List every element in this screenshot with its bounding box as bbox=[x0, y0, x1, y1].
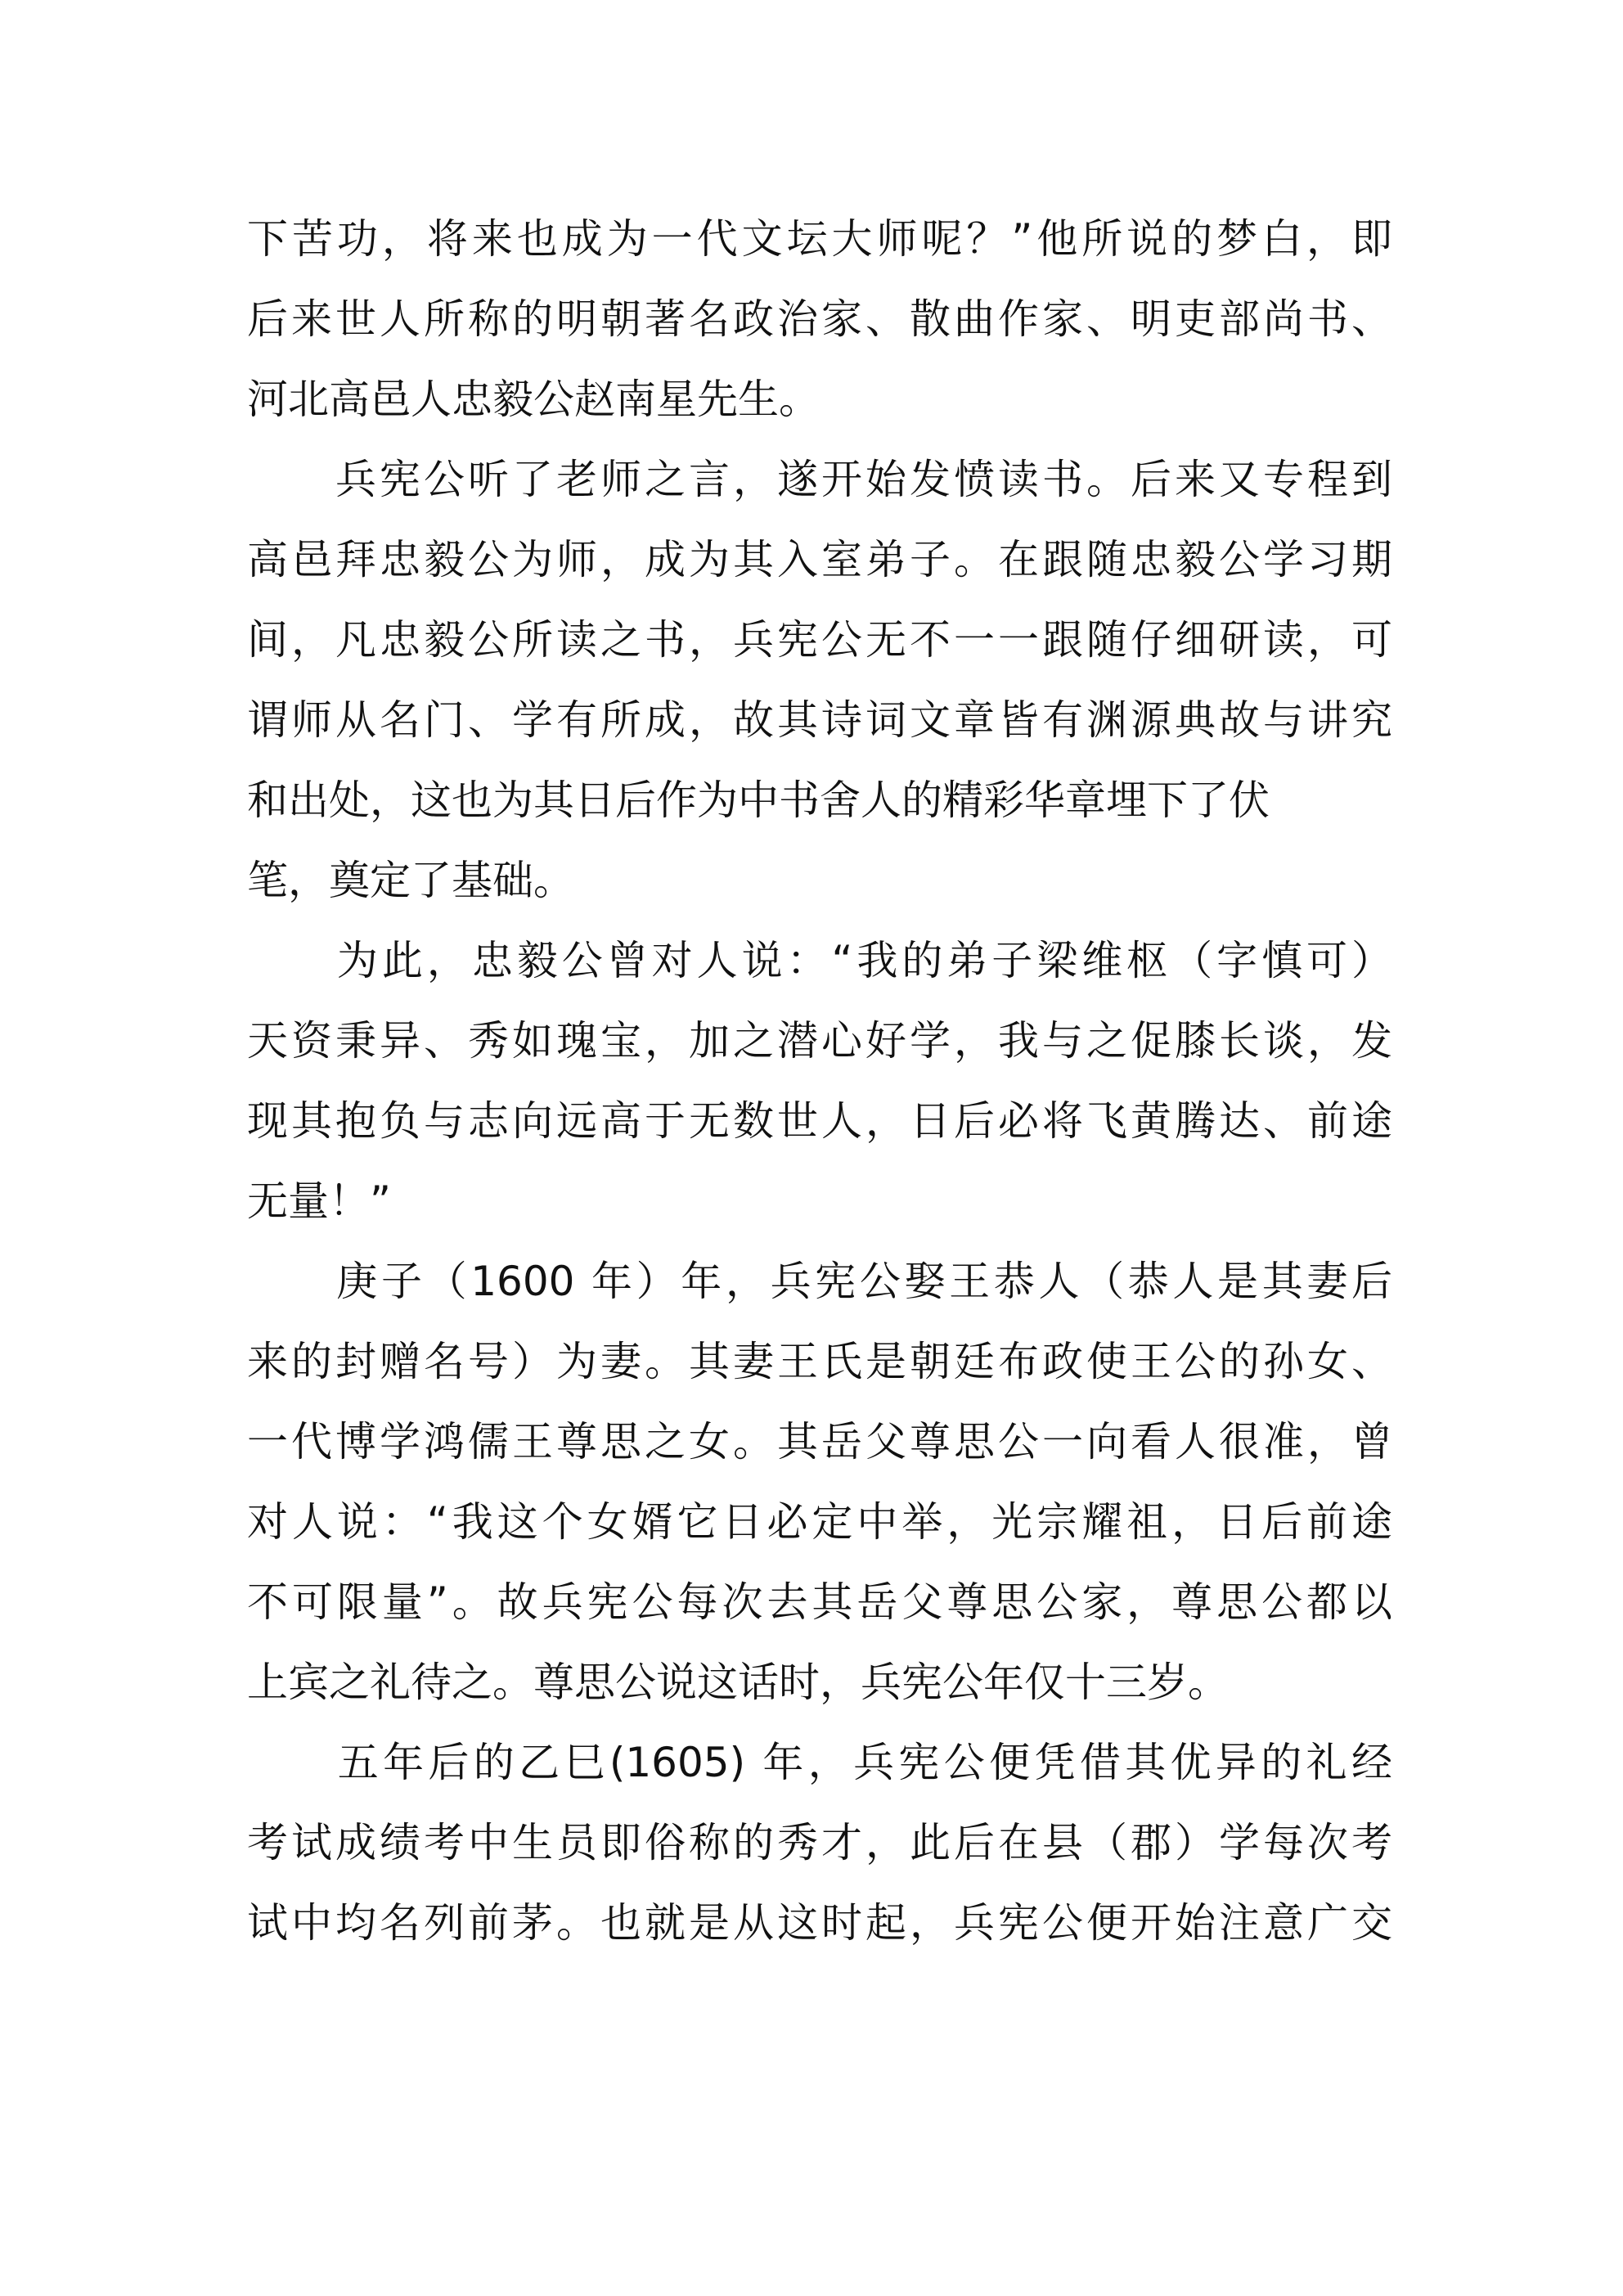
text-line: 无量！” bbox=[247, 1177, 391, 1225]
text-line: 后来世人所称的明朝著名政治家、散曲作家、明吏部尚书、 bbox=[247, 295, 1392, 343]
text-line: 谓师从名门、学有所成，故其诗词文章皆有渊源典故与讲究 bbox=[247, 696, 1392, 744]
text-line: 兵宪公听了老师之言，遂开始发愤读书。后来又专程到 bbox=[247, 456, 1392, 503]
text-line: 下苦功，将来也成为一代文坛大师呢？”他所说的梦白，即 bbox=[247, 215, 1392, 263]
text-line: 和出处，这也为其日后作为中书舍人的精彩华章埋下了伏 bbox=[247, 777, 1270, 824]
text-line: 考试成绩考中生员即俗称的秀才，此后在县（郡）学每次考 bbox=[247, 1819, 1392, 1866]
text-line: 庚子（1600 年）年，兵宪公娶王恭人（恭人是其妻后 bbox=[247, 1258, 1392, 1305]
body-text bbox=[247, 199, 1392, 1963]
text-line: 一代博学鸿儒王尊思之女。其岳父尊思公一向看人很准，曾 bbox=[247, 1418, 1392, 1465]
text-line: 为此，忠毅公曾对人说：“我的弟子梁维枢（字慎可） bbox=[247, 937, 1392, 984]
text-line: 试中均名列前茅。也就是从这时起，兵宪公便开始注意广交 bbox=[247, 1899, 1392, 1947]
text-line: 五年后的乙巳(1605) 年，兵宪公便凭借其优异的礼经 bbox=[247, 1739, 1392, 1786]
text-line: 对人说：“我这个女婿它日必定中举，光宗耀祖，日后前途 bbox=[247, 1498, 1392, 1546]
text-line: 不可限量”。故兵宪公每次去其岳父尊思公家，尊思公都以 bbox=[247, 1578, 1392, 1626]
text-line: 笔，奠定了基础。 bbox=[247, 857, 574, 904]
text-line: 天资秉异、秀如瑰宝，加之潜心好学，我与之促膝长谈，发 bbox=[247, 1017, 1392, 1065]
text-line: 间，凡忠毅公所读之书，兵宪公无不一一跟随仔细研读，可 bbox=[247, 616, 1392, 664]
text-line: 上宾之礼待之。尊思公说这话时，兵宪公年仅十三岁。 bbox=[247, 1659, 1229, 1706]
text-line: 现其抱负与志向远高于无数世人，日后必将飞黄腾达、前途 bbox=[247, 1097, 1392, 1145]
text-line: 河北高邑人忠毅公赵南星先生。 bbox=[247, 376, 820, 423]
text-line: 高邑拜忠毅公为师，成为其入室弟子。在跟随忠毅公学习期 bbox=[247, 536, 1392, 583]
text-line: 来的封赠名号）为妻。其妻王氏是朝廷布政使王公的孙女、 bbox=[247, 1338, 1392, 1385]
